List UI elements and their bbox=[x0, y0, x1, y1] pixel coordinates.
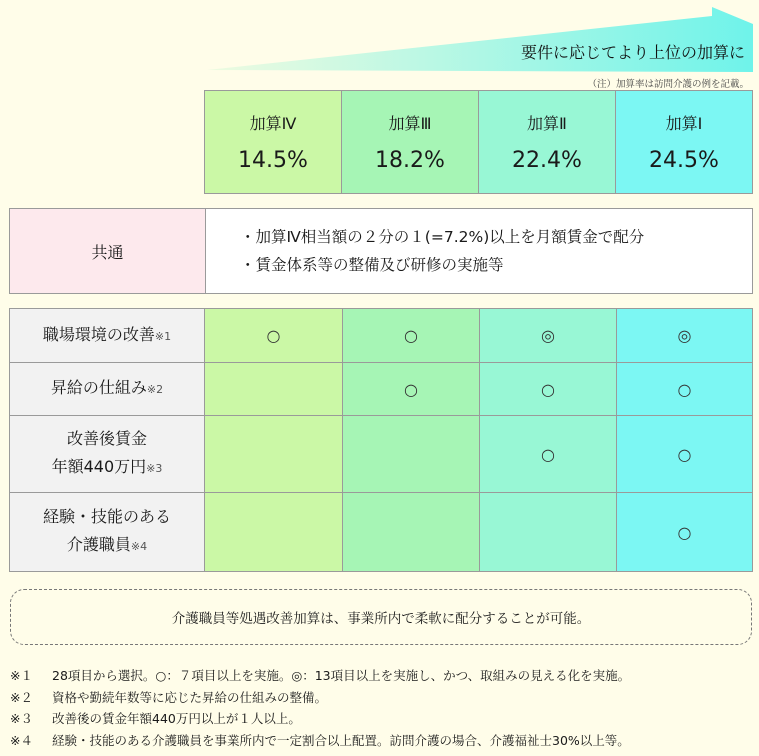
footnote bbox=[10, 730, 755, 752]
footnote-mark: ※３ bbox=[10, 711, 33, 726]
tier-iii bbox=[341, 91, 478, 193]
req-mark: ○ bbox=[205, 309, 342, 362]
req-ref: ※1 bbox=[154, 329, 172, 343]
req-label-promotion bbox=[10, 362, 205, 415]
req-mark: ○ bbox=[616, 415, 752, 492]
req-mark: ○ bbox=[616, 362, 752, 415]
req-mark: ◎ bbox=[616, 309, 752, 362]
tier-rate: 14.5% bbox=[238, 148, 308, 173]
req-mark: ○ bbox=[616, 492, 752, 571]
req-label-wage bbox=[10, 415, 205, 492]
tier-name: 加算Ⅰ bbox=[665, 114, 703, 133]
tier-name: 加算Ⅱ bbox=[527, 114, 567, 133]
req-ref: ※3 bbox=[146, 462, 163, 475]
common-label: 共通 bbox=[10, 209, 206, 293]
footnote-mark: ※１ bbox=[10, 668, 33, 683]
req-mark: ◎ bbox=[479, 309, 616, 362]
common-line: ・賃金体系等の整備及び研修の実施等 bbox=[240, 256, 504, 274]
footnote-mark: ※２ bbox=[10, 689, 33, 705]
req-mark bbox=[342, 492, 479, 571]
req-mark: ○ bbox=[342, 362, 479, 415]
common-line: ・加算Ⅳ相当額の２分の１(=7.2%)以上を月額賃金で配分 bbox=[240, 228, 645, 246]
req-label-text: 昇給の仕組み bbox=[50, 378, 147, 397]
tier-ii bbox=[478, 91, 615, 193]
footnotes bbox=[10, 665, 755, 751]
req-label-text: 介護職員 bbox=[66, 535, 131, 554]
common-body bbox=[206, 209, 752, 293]
footnote-text: 28項目から選択。○：７項目以上を実施。◎：13項目以上を実施し、かつ、取組みの見える化を実施。 bbox=[52, 668, 631, 683]
req-label-experienced-staff bbox=[10, 492, 205, 571]
req-mark bbox=[479, 492, 616, 571]
req-mark: ○ bbox=[342, 309, 479, 362]
banner-title: 要件に応じてより上位の加算に bbox=[520, 43, 745, 62]
req-mark bbox=[205, 362, 342, 415]
footnote bbox=[10, 665, 755, 687]
req-mark bbox=[342, 415, 479, 492]
footnote-text: 資格や勤続年数等に応じた昇給の仕組みの整備。 bbox=[52, 689, 328, 705]
tier-name: 加算Ⅳ bbox=[249, 114, 297, 133]
req-label-text: 改善後賃金 bbox=[66, 429, 147, 448]
footnote-text: 改善後の賃金年額440万円以上が１人以上。 bbox=[52, 711, 301, 726]
flexible-allocation-note: 介護職員等処遇改善加算は、事業所内で柔軟に配分することが可能。 bbox=[10, 589, 752, 645]
tier-rate: 22.4% bbox=[512, 148, 582, 173]
tier-rate: 24.5% bbox=[649, 148, 719, 173]
req-mark: ○ bbox=[479, 415, 616, 492]
footnote bbox=[10, 687, 755, 709]
req-label-text: 経験・技能のある bbox=[42, 507, 171, 526]
tier-iv bbox=[205, 91, 341, 193]
req-ref: ※4 bbox=[130, 540, 148, 553]
footnote-text: 経験・技能のある介護職員を事業所内で一定割合以上配置。訪問介護の場合、介護福祉士30%以上等。 bbox=[52, 732, 630, 748]
req-label-text: 職場環境の改善 bbox=[42, 324, 155, 344]
footnote bbox=[10, 708, 755, 730]
tier-header-table bbox=[204, 90, 753, 194]
req-ref: ※2 bbox=[146, 383, 164, 396]
req-mark bbox=[205, 492, 342, 571]
req-mark bbox=[205, 415, 342, 492]
req-mark: ○ bbox=[479, 362, 616, 415]
rate-note: （注）加算率は訪問介護の例を記載。 bbox=[587, 79, 749, 90]
footnote-mark: ※４ bbox=[10, 732, 33, 748]
req-label-text: 年額440万円 bbox=[51, 457, 147, 476]
requirements-matrix bbox=[9, 308, 753, 572]
tier-rate: 18.2% bbox=[375, 148, 445, 173]
common-requirements-row bbox=[9, 208, 753, 294]
tier-name: 加算Ⅲ bbox=[388, 114, 432, 133]
tier-i bbox=[615, 91, 752, 193]
req-label-workplace bbox=[10, 309, 205, 362]
